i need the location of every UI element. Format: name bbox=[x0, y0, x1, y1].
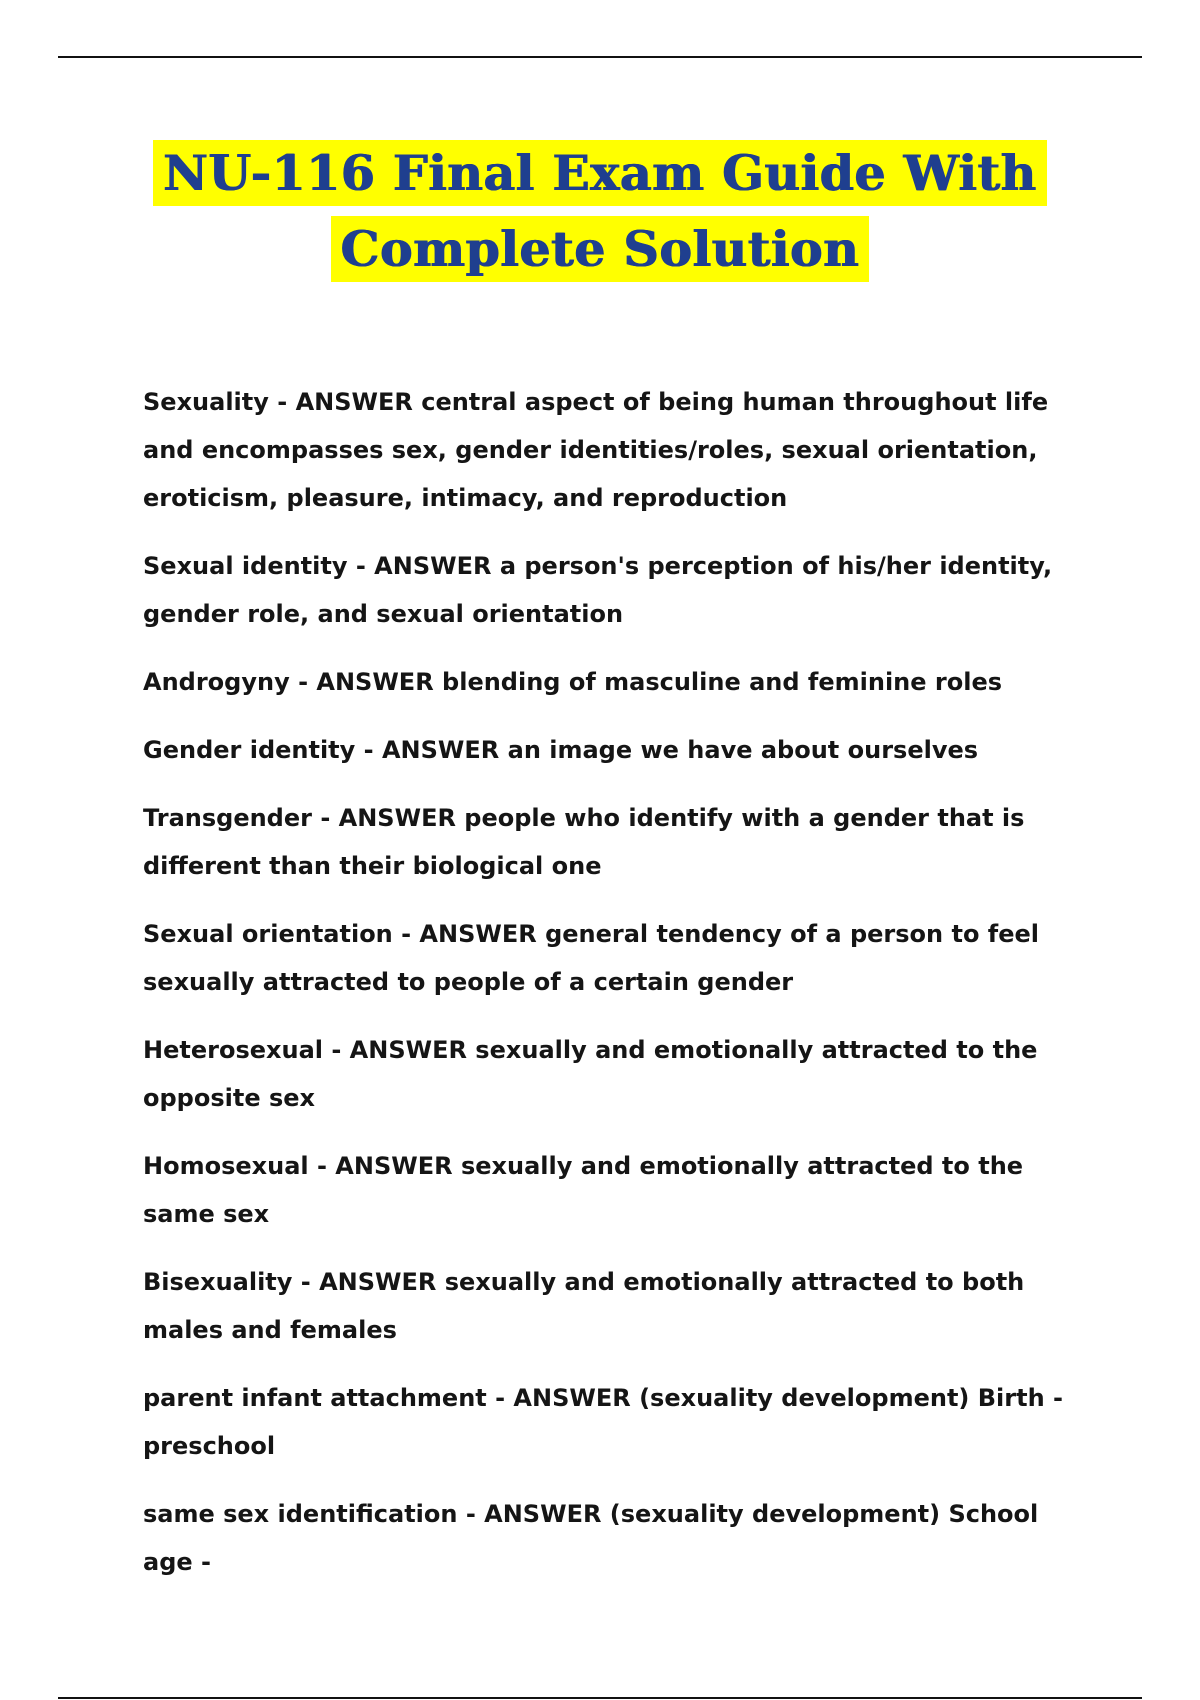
qa-entry-transgender: Transgender - ANSWER people who identify with a gender that is different than their biological one bbox=[143, 804, 1025, 880]
top-rule bbox=[58, 56, 1142, 58]
qa-entry-androgyny: Androgyny - ANSWER blending of masculine and feminine roles bbox=[143, 668, 1003, 696]
qa-entry-gender-identity: Gender identity - ANSWER an image we have about ourselves bbox=[143, 736, 979, 764]
qa-entry-parent-infant-attachment: parent infant attachment - ANSWER (sexuality development) Birth - preschool bbox=[143, 1384, 1063, 1460]
qa-entry-sexuality: Sexuality - ANSWER central aspect of being human throughout life and encompasses sex, gender identities/roles, sexual orientation, eroticism, pleasure, intimacy, and reproduction bbox=[143, 388, 1049, 512]
bottom-rule bbox=[58, 1697, 1142, 1699]
qa-entry-same-sex-identification: same sex identification - ANSWER (sexuality development) School age - bbox=[143, 1500, 1039, 1576]
qa-entry-sexual-orientation: Sexual orientation - ANSWER general tendency of a person to feel sexually attracted to people of a certain gender bbox=[143, 920, 1040, 996]
qa-entry-homosexual: Homosexual - ANSWER sexually and emotionally attracted to the same sex bbox=[143, 1152, 1024, 1228]
qa-entry-list bbox=[143, 378, 1083, 1606]
qa-entry-heterosexual: Heterosexual - ANSWER sexually and emotionally attracted to the opposite sex bbox=[143, 1036, 1038, 1112]
qa-entry-bisexuality: Bisexuality - ANSWER sexually and emotionally attracted to both males and females bbox=[143, 1268, 1025, 1344]
title-line-1: NU-116 Final Exam Guide With bbox=[153, 140, 1047, 206]
title-line-2: Complete Solution bbox=[331, 216, 870, 282]
document-title bbox=[0, 140, 1200, 282]
qa-entry-sexual-identity: Sexual identity - ANSWER a person's perception of his/her identity, gender role, and sexual orientation bbox=[143, 552, 1053, 628]
